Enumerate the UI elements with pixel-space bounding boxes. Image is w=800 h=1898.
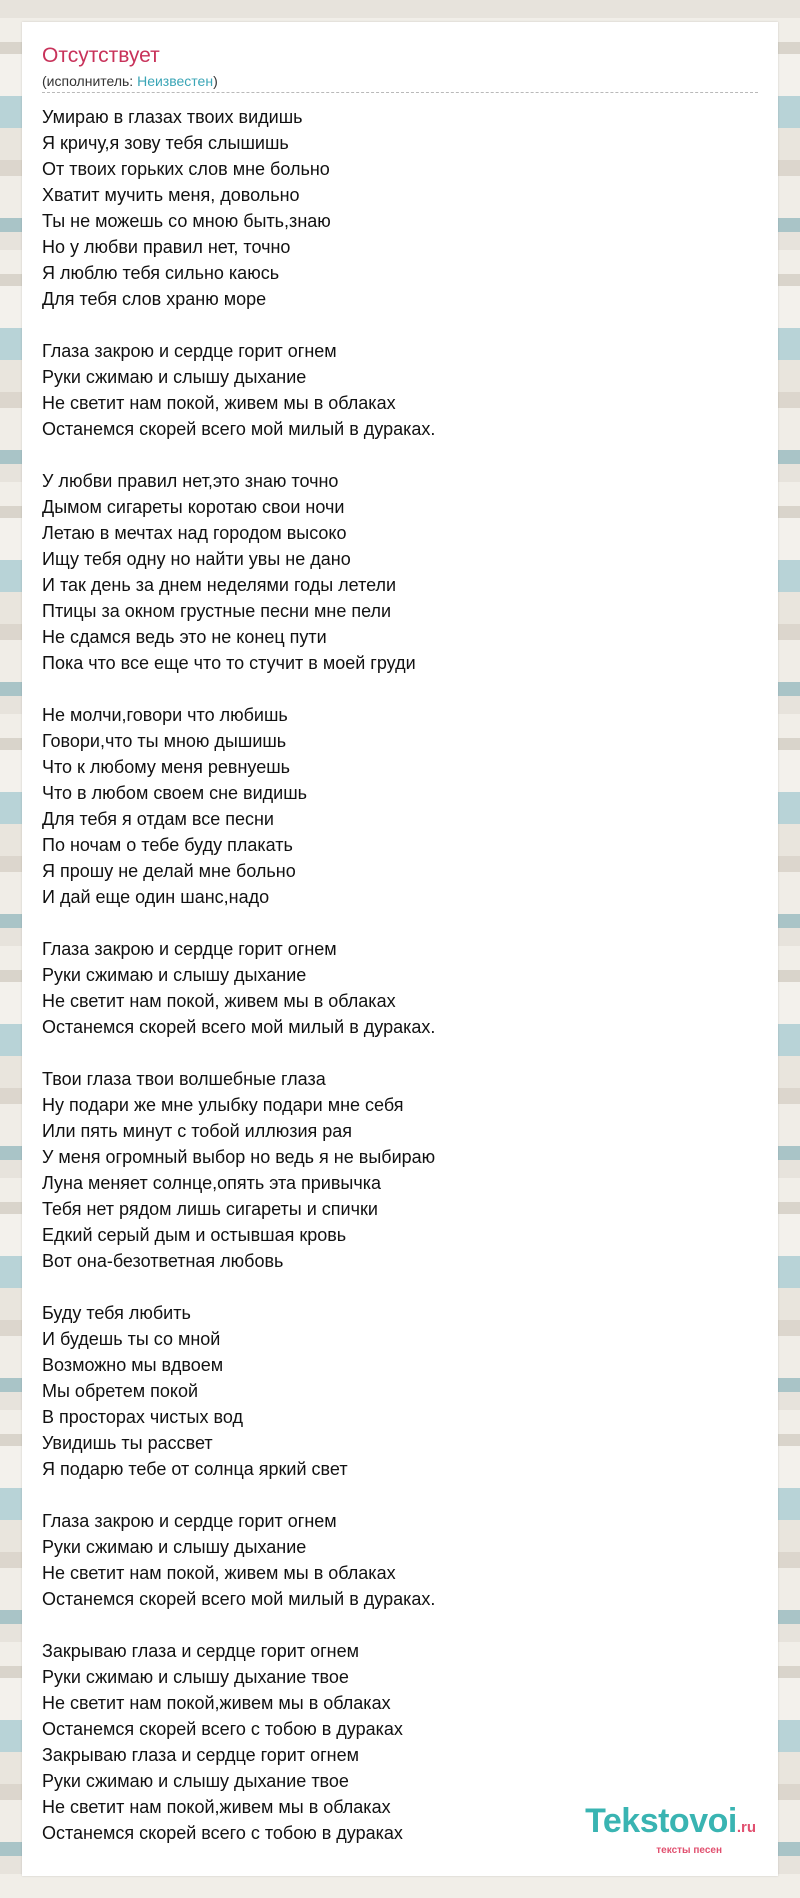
lyrics-line: Я подарю тебе от солнца яркий свет [42, 1459, 348, 1479]
lyrics-line: Я люблю тебя сильно каюсь [42, 263, 280, 283]
logo-tagline: тексты песен [656, 1845, 722, 1856]
lyrics-line: Едкий серый дым и остывшая кровь [42, 1225, 347, 1245]
lyrics-line: Глаза закрою и сердце горит огнем [42, 341, 337, 361]
lyrics-line: Хватит мучить меня, довольно [42, 185, 300, 205]
lyrics-line: Буду тебя любить [42, 1303, 191, 1323]
lyrics-stanza [42, 1066, 758, 1274]
lyrics-line: Руки сжимаю и слышу дыхание [42, 965, 307, 985]
lyrics-line: Не светит нам покой, живем мы в облаках [42, 1563, 396, 1583]
song-title: Отсутствует [42, 44, 160, 67]
lyrics-line: Не светит нам покой,живем мы в облаках [42, 1797, 391, 1817]
lyrics-line: И так день за днем неделями годы летели [42, 575, 397, 595]
lyrics-line: От твоих горьких слов мне больно [42, 159, 330, 179]
artist-link[interactable]: Неизвестен [137, 73, 214, 89]
byline-suffix: ) [213, 73, 218, 89]
lyrics-line: Руки сжимаю и слышу дыхание [42, 1537, 307, 1557]
lyrics-line: Пока что все еще что то стучит в моей груди [42, 653, 416, 673]
lyrics-stanza [42, 1508, 758, 1612]
lyrics-line: Луна меняет солнце,опять эта привычка [42, 1173, 382, 1193]
lyrics-line: Что к любому меня ревнуешь [42, 757, 291, 777]
lyrics-stanza [42, 338, 758, 442]
lyrics-line: По ночам о тебе буду плакать [42, 835, 293, 855]
lyrics-line: У любви правил нет,это знаю точно [42, 471, 339, 491]
lyrics-line: Закрываю глаза и сердце горит огнем [42, 1745, 360, 1765]
lyrics-line: Птицы за окном грустные песни мне пели [42, 601, 392, 621]
lyrics-line: Дымом сигареты коротаю свои ночи [42, 497, 345, 517]
lyrics-line: Не сдамся ведь это не конец пути [42, 627, 327, 647]
lyrics-body [42, 104, 758, 1872]
lyrics-line: Останемся скорей всего с тобою в дураках [42, 1719, 403, 1739]
lyrics-line: Глаза закрою и сердце горит огнем [42, 939, 337, 959]
lyrics-stanza [42, 104, 758, 312]
lyrics-line: Но у любви правил нет, точно [42, 237, 291, 257]
lyrics-line: И дай еще один шанс,надо [42, 887, 270, 907]
lyrics-line: У меня огромный выбор но ведь я не выбираю [42, 1147, 436, 1167]
lyrics-line: Вот она-безответная любовь [42, 1251, 284, 1271]
lyrics-line: Мы обретем покой [42, 1381, 199, 1401]
lyrics-line: И будешь ты со мной [42, 1329, 221, 1349]
lyrics-line: Не светит нам покой,живем мы в облаках [42, 1693, 391, 1713]
title-divider [42, 92, 758, 93]
lyrics-line: Закрываю глаза и сердце горит огнем [42, 1641, 360, 1661]
lyrics-line: Я прошу не делай мне больно [42, 861, 296, 881]
lyrics-stanza [42, 936, 758, 1040]
lyrics-line: Что в любом своем сне видишь [42, 783, 308, 803]
lyrics-line: Умираю в глазах твоих видишь [42, 107, 303, 127]
logo-name: Tekstovoi [585, 1802, 737, 1840]
lyrics-line: Руки сжимаю и слышу дыхание твое [42, 1771, 349, 1791]
lyrics-line: Останемся скорей всего мой милый в дураках. [42, 1017, 436, 1037]
lyrics-line: Останемся скорей всего мой милый в дураках. [42, 419, 436, 439]
lyrics-line: Или пять минут с тобой иллюзия рая [42, 1121, 353, 1141]
site-logo[interactable] [585, 1803, 756, 1856]
lyrics-line: Не молчи,говори что любишь [42, 705, 288, 725]
lyrics-line: Я кричу,я зову тебя слышишь [42, 133, 289, 153]
lyrics-line: Ты не можешь со мною быть,знаю [42, 211, 331, 231]
lyrics-line: Глаза закрою и сердце горит огнем [42, 1511, 337, 1531]
lyrics-line: Увидишь ты рассвет [42, 1433, 213, 1453]
lyrics-line: В просторах чистых вод [42, 1407, 243, 1427]
lyrics-stanza [42, 1300, 758, 1482]
lyrics-line: Останемся скорей всего с тобою в дураках [42, 1823, 403, 1843]
lyrics-line: Ну подари же мне улыбку подари мне себя [42, 1095, 404, 1115]
lyrics-stanza [42, 702, 758, 910]
lyrics-line: Руки сжимаю и слышу дыхание [42, 367, 307, 387]
lyrics-line: Руки сжимаю и слышу дыхание твое [42, 1667, 349, 1687]
lyrics-line: Твои глаза твои волшебные глаза [42, 1069, 326, 1089]
lyrics-stanza [42, 468, 758, 676]
lyrics-line: Тебя нет рядом лишь сигареты и спички [42, 1199, 378, 1219]
lyrics-line: Останемся скорей всего мой милый в дураках. [42, 1589, 436, 1609]
lyrics-card [22, 22, 778, 1876]
logo-tld: .ru [736, 1819, 756, 1836]
byline-prefix: (исполнитель: [42, 73, 138, 89]
lyrics-line: Ищу тебя одну но найти увы не дано [42, 549, 351, 569]
lyrics-line: Для тебя я отдам все песни [42, 809, 274, 829]
lyrics-line: Не светит нам покой, живем мы в облаках [42, 991, 396, 1011]
lyrics-line: Не светит нам покой, живем мы в облаках [42, 393, 396, 413]
lyrics-line: Для тебя слов храню море [42, 289, 267, 309]
artist-byline [42, 72, 218, 90]
lyrics-line: Возможно мы вдвоем [42, 1355, 224, 1375]
lyrics-line: Говори,что ты мною дышишь [42, 731, 287, 751]
lyrics-line: Летаю в мечтах над городом высоко [42, 523, 347, 543]
